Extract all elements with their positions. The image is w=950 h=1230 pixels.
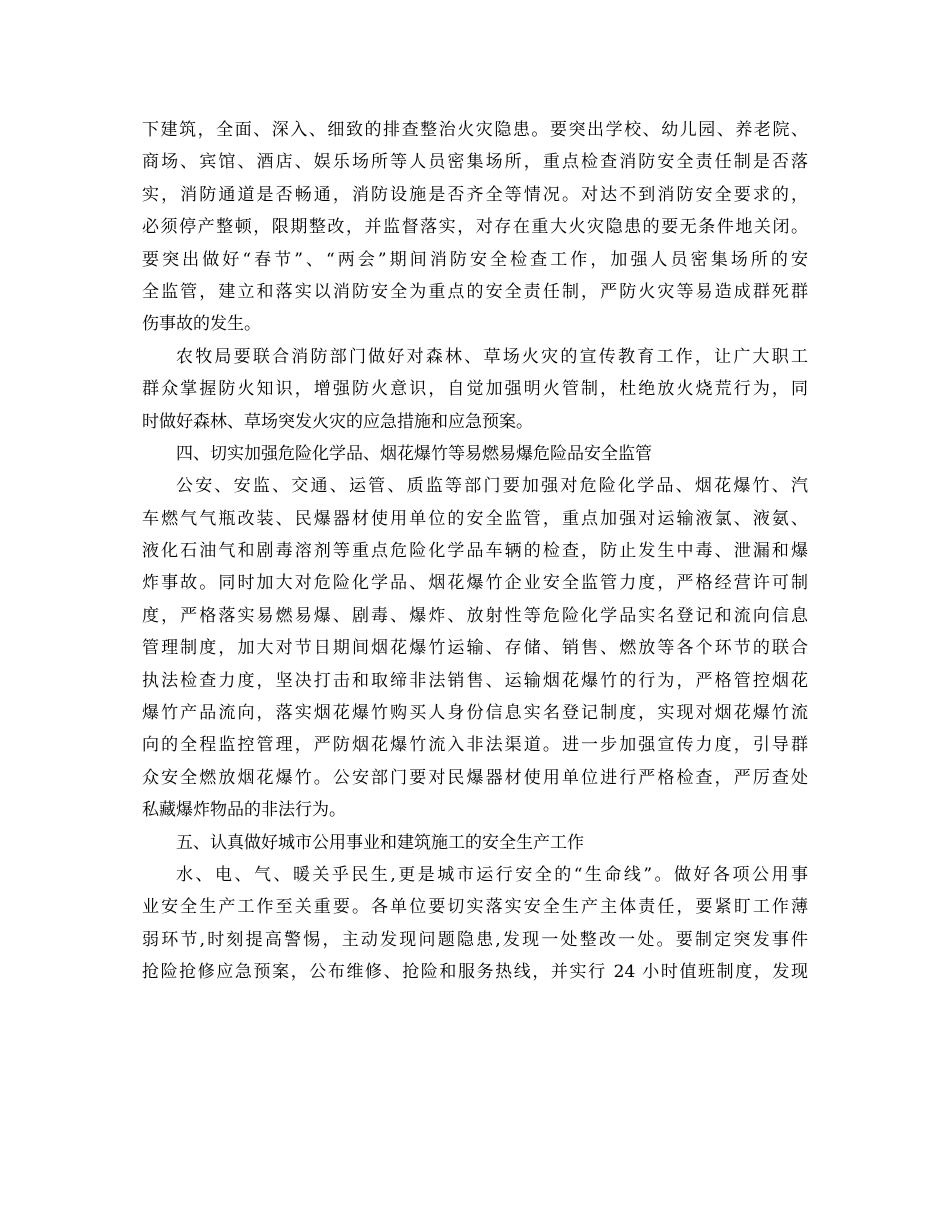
text-line: 实，消防通道是否畅通，消防设施是否齐全等情况。对达不到消防安全要求的， — [142, 184, 808, 205]
text-line: 向的全程监控管理，严防烟花爆竹流入非法渠道。进一步加强宣传力度，引导群 — [142, 735, 808, 756]
text-line: 全监管，建立和落实以消防安全为重点的安全责任制，严防火灾等易造成群死群 — [142, 281, 808, 302]
text-line: 四、切实加强危险化学品、烟花爆竹等易燃易爆危险品安全监管 — [176, 443, 652, 464]
text-line: 弱环节,时刻提高警惕，主动发现问题隐患,发现一处整改一处。要制定突发事件 — [142, 929, 808, 950]
text-line: 要突出做好“春节”、“两会”期间消防安全检查工作，加强人员密集场所的安 — [142, 249, 808, 270]
text-line: 液化石油气和剧毒溶剂等重点危险化学品车辆的检查，防止发生中毒、泄漏和爆 — [142, 541, 808, 562]
text-line: 众安全燃放烟花爆竹。公安部门要对民爆器材使用单位进行严格检查，严厉查处 — [142, 767, 808, 788]
text-line: 爆竹产品流向，落实烟花爆竹购买人身份信息实名登记制度，实现对烟花爆竹流 — [142, 703, 808, 724]
text-line: 业安全生产工作至关重要。各单位要切实落实安全生产主体责任，要紧盯工作薄 — [142, 897, 808, 918]
text-line: 度，严格落实易燃易爆、剧毒、爆炸、放射性等危险化学品实名登记和流向信息 — [142, 605, 808, 626]
text-line: 抢险抢修应急预案，公布维修、抢险和服务热线，并实行 24 小时值班制度，发现 — [142, 962, 808, 983]
text-line: 炸事故。同时加大对危险化学品、烟花爆竹企业安全监管力度，严格经营许可制 — [142, 573, 808, 594]
text-line: 五、认真做好城市公用事业和建筑施工的安全生产工作 — [176, 832, 584, 853]
text-line: 水、电、气、暖关乎民生,更是城市运行安全的“生命线”。做好各项公用事 — [176, 864, 808, 885]
text-line: 管理制度，加大对节日期间烟花爆竹运输、存储、销售、燃放等各个环节的联合 — [142, 638, 808, 659]
text-line: 私藏爆炸物品的非法行为。 — [142, 800, 346, 821]
text-line: 农牧局要联合消防部门做好对森林、草场火灾的宣传教育工作，让广大职工 — [176, 346, 808, 367]
text-line: 群众掌握防火知识，增强防火意识，自觉加强明火管制，杜绝放火烧荒行为，同 — [142, 379, 808, 400]
document-body — [142, 114, 808, 989]
text-line: 下建筑，全面、深入、细致的排查整治火灾隐患。要突出学校、幼儿园、养老院、 — [142, 120, 808, 140]
text-line: 商场、宾馆、酒店、娱乐场所等人员密集场所，重点检查消防安全责任制是否落 — [142, 152, 808, 173]
text-line: 公安、安监、交通、运管、质监等部门要加强对危险化学品、烟花爆竹、汽 — [176, 476, 808, 497]
text-line: 执法检查力度，坚决打击和取缔非法销售、运输烟花爆竹的行为，严格管控烟花 — [142, 670, 808, 691]
text-line: 时做好森林、草场突发火灾的应急措施和应急预案。 — [142, 411, 533, 432]
text-line: 车燃气气瓶改装、民爆器材使用单位的安全监管，重点加强对运输液氯、液氨、 — [142, 508, 808, 529]
text-line: 必须停产整顿，限期整改，并监督落实，对存在重大火灾隐患的要无条件地关闭。 — [142, 217, 808, 238]
text-line: 伤事故的发生。 — [142, 314, 261, 335]
